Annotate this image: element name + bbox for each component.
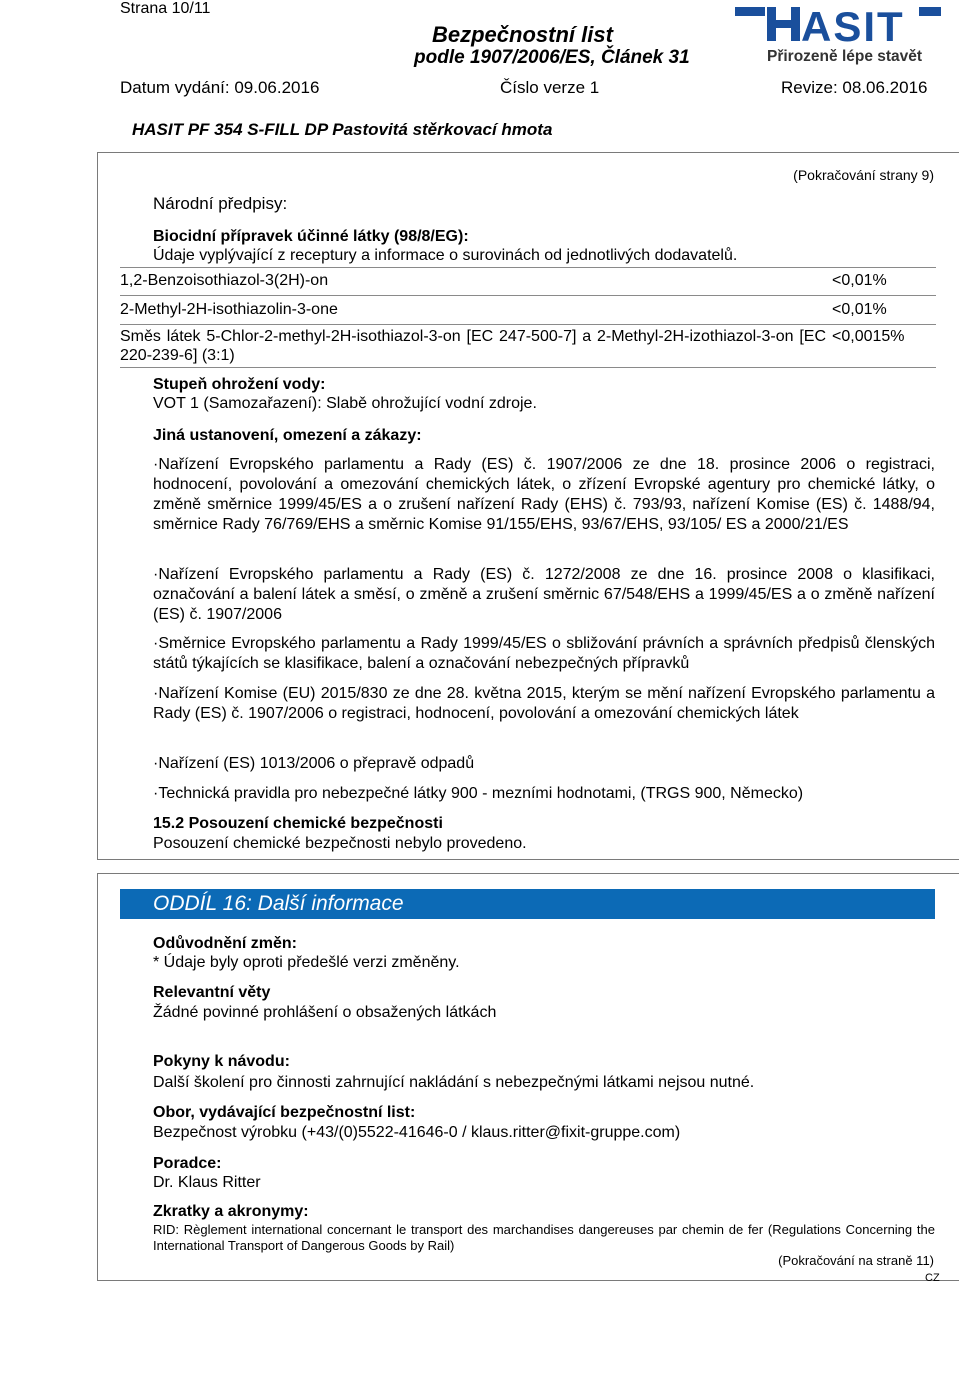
changes-heading: Odůvodnění změn: [153, 935, 297, 952]
ingredient-name: 1,2-Benzoisothiazol-3(2H)-on [120, 268, 832, 296]
logo-slogan: Přirozeně lépe stavět [767, 48, 923, 65]
page-number: Strana 10/11 [120, 0, 211, 17]
regulation-item: ·Směrnice Evropského parlamentu a Rady 1999/45/ES o sbližování právních a správních předpisů členských států týkajících se klasifikace, balení a označování nebezpečných přípravků [153, 635, 935, 672]
ingredient-concentration: <0,01% [832, 296, 936, 325]
version-number: Číslo verze 1 [500, 78, 600, 97]
training-heading: Pokyny k návodu: [153, 1053, 290, 1070]
ingredient-concentration: <0,01% [832, 268, 936, 296]
abbreviations-text: RID: Règlement international concernant le transport des marchandises dangereuses par chemin de fer (Regulations Concerning the International Transport of Dangerous Goods by Rail) [153, 1222, 935, 1253]
contact-text: Dr. Klaus Ritter [153, 1174, 261, 1191]
regulation-item: ·Nařízení (ES) 1013/2006 o přepravě odpadů [153, 755, 475, 772]
table-row [120, 325, 936, 368]
changes-text: * Údaje byly oproti předešlé verzi změněny. [153, 954, 460, 971]
table-row [120, 296, 936, 325]
regulation-item: ·Nařízení Evropského parlamentu a Rady (ES) č. 1272/2008 ze dne 16. prosince 2008 o klasifikaci, označování a balení látek a směsí, o změně a zrušení směrnic 67/548/EHS a 1999/45/ES a o změně nařízení (ES) č. 1907/2006 [153, 566, 935, 623]
ingredient-name: Směs látek 5-Chlor-2-methyl-2H-isothiazol-3-on [EC 247-500-7] a 2-Methyl-2H-izothiazol-3-on [EC 220-239-6] (3:1) [120, 325, 832, 368]
other-regulations-heading: Jiná ustanovení, omezení a zákazy: [153, 427, 422, 444]
training-text: Další školení pro činnosti zahrnující nakládání s nebezpečnými látkami nejsou nutné. [153, 1074, 755, 1091]
water-hazard-text: VOT 1 (Samozařazení): Slabě ohrožující vodní zdroje. [153, 395, 537, 412]
issuing-department-heading: Obor, vydávající bezpečnostní list: [153, 1104, 416, 1121]
section16-title: ODDÍL 16: Další informace [153, 892, 404, 915]
relevant-phrases-text: Žádné povinné prohlášení o obsažených látkách [153, 1004, 497, 1021]
water-hazard-heading: Stupeň ohrožení vody: [153, 376, 326, 393]
ingredient-name: 2-Methyl-2H-isothiazolin-3-one [120, 296, 832, 325]
document-subtitle: podle 1907/2006/ES, Článek 31 [414, 47, 690, 68]
continued-from-note: (Pokračování strany 9) [793, 167, 934, 183]
relevant-phrases-heading: Relevantní věty [153, 984, 271, 1001]
revision-date: Revize: 08.06.2016 [781, 78, 928, 97]
hasit-logo [733, 3, 943, 65]
continued-on-note: (Pokračování na straně 11) [778, 1253, 934, 1268]
ingredients-table [120, 267, 936, 368]
document-title: Bezpečnostní list [432, 22, 613, 47]
product-name: HASIT PF 354 S-FILL DP Pastovitá stěrkovací hmota [132, 120, 553, 139]
chemical-safety-heading: 15.2 Posouzení chemické bezpečnosti [153, 815, 443, 832]
regulation-item: ·Technická pravidla pro nebezpečné látky 900 - mezními hodnotami, (TRGS 900, Německo) [153, 785, 804, 802]
biocide-heading: Biocidní přípravek účinné látky (98/8/EG): [153, 228, 469, 245]
national-regulations-heading: Národní předpisy: [153, 194, 288, 213]
table-row [120, 268, 936, 296]
abbreviations-heading: Zkratky a akronymy: [153, 1203, 309, 1220]
chemical-safety-text: Posouzení chemické bezpečnosti nebylo provedeno. [153, 835, 527, 852]
language-code: CZ [925, 1272, 940, 1284]
ingredient-concentration: <0,0015% [832, 325, 936, 368]
regulation-item: ·Nařízení Komise (EU) 2015/830 ze dne 28. května 2015, kterým se mění nařízení Evropského parlamentu a Rady (ES) č. 1907/2006 o registraci, hodnocení, povolování a omezování chemických látek [153, 685, 935, 722]
svg-text:ASIT: ASIT [801, 3, 905, 50]
regulation-item: ·Nařízení Evropského parlamentu a Rady (ES) č. 1907/2006 ze dne 18. prosince 2006 o registraci, hodnocení, povolování a omezování chemických látek, o zřízení Evropské agentury pro chemické látky, o změně směrnice 1999/45/ES a o zrušení nařízení Rady (EHS) č. 793/93, nařízení Komise (ES) č. 1488/94, směrnice Rady 76/769/EHS a směrnic Komise 91/155/EHS, 93/67/EHS, 93/105/ ES a 2000/21/ES [153, 456, 935, 533]
issuing-department-text: Bezpečnost výrobku (+43/(0)5522-41646-0 / klaus.ritter@fixit-gruppe.com) [153, 1124, 681, 1141]
contact-heading: Poradce: [153, 1155, 222, 1172]
biocide-note: Údaje vyplývající z receptury a informace o surovinách od jednotlivých dodavatelů. [153, 247, 738, 264]
issue-date: Datum vydání: 09.06.2016 [120, 78, 320, 97]
